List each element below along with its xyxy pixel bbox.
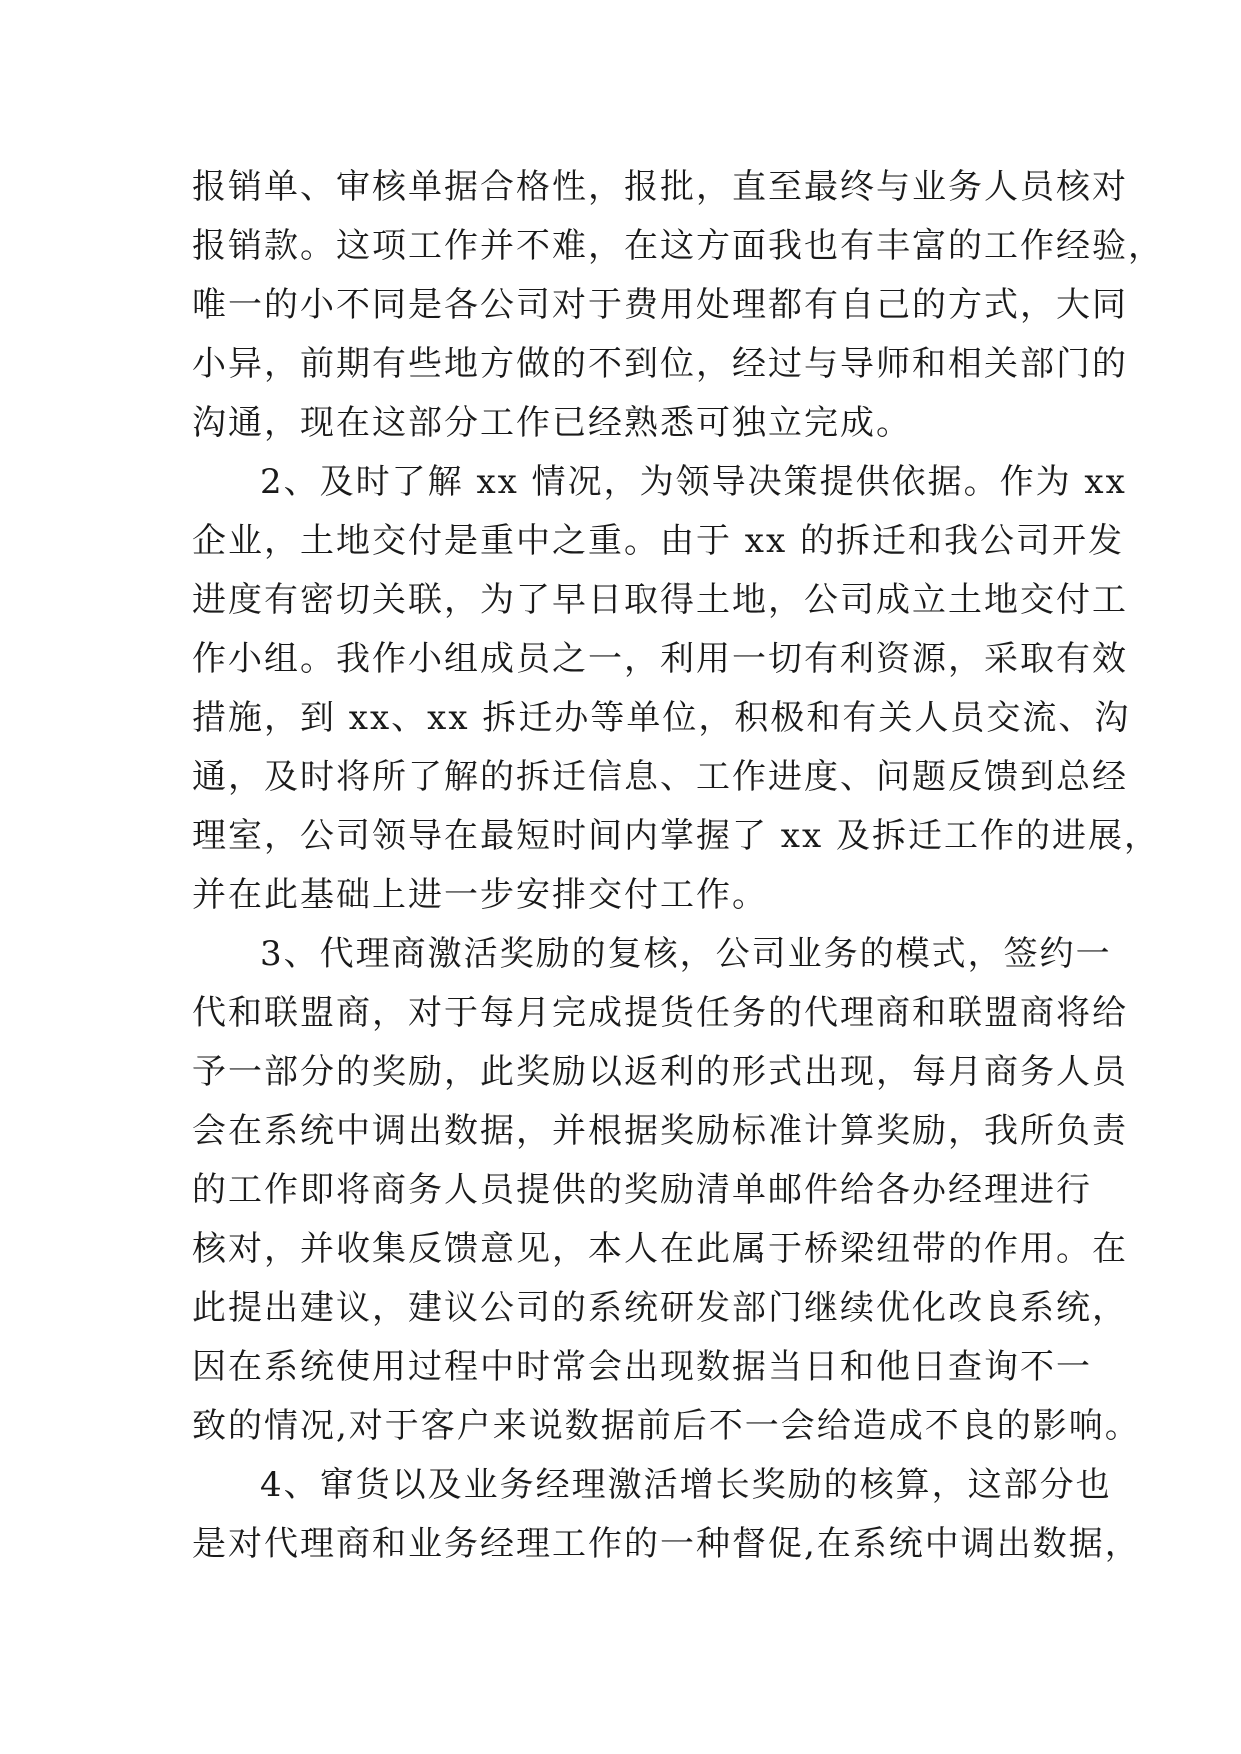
text-line: 此提出建议，建议公司的系统研发部门继续优化改良系统， xyxy=(192,1288,1128,1328)
text-line: 报销单、审核单据合格性，报批，直至最终与业务人员核对 xyxy=(192,167,1128,207)
text-line: 唯一的小不同是各公司对于费用处理都有自己的方式，大同 xyxy=(192,285,1128,325)
text-line: 因在系统使用过程中时常会出现数据当日和他日查询不一 xyxy=(192,1347,1092,1387)
text-line: 通，及时将所了解的拆迁信息、工作进度、问题反馈到总经 xyxy=(192,757,1128,797)
text-line: 沟通，现在这部分工作已经熟悉可独立完成。 xyxy=(192,403,912,443)
text-line: 作小组。我作小组成员之一，利用一切有利资源，采取有效 xyxy=(192,639,1128,679)
text-line: 小异，前期有些地方做的不到位，经过与导师和相关部门的 xyxy=(192,344,1128,384)
text-line: 核对，并收集反馈意见，本人在此属于桥梁纽带的作用。在 xyxy=(192,1229,1128,1269)
text-line: 予一部分的奖励，此奖励以返利的形式出现，每月商务人员 xyxy=(192,1052,1128,1092)
text-line: 措施，到 xx、xx 拆迁办等单位，积极和有关人员交流、沟 xyxy=(192,698,1131,738)
text-line: 会在系统中调出数据，并根据奖励标准计算奖励，我所负责 xyxy=(192,1111,1128,1151)
text-line: 致的情况,对于客户来说数据前后不一会给造成不良的影响。 xyxy=(192,1406,1141,1446)
text-line: 是对代理商和业务经理工作的一种督促,在系统中调出数据， xyxy=(192,1524,1141,1564)
text-line: 2、及时了解 xx 情况，为领导决策提供依据。作为 xx xyxy=(260,462,1127,502)
document-page xyxy=(192,158,1164,1574)
text-line: 代和联盟商，对于每月完成提货任务的代理商和联盟商将给 xyxy=(192,993,1128,1033)
text-line: 企业，土地交付是重中之重。由于 xx 的拆迁和我公司开发 xyxy=(192,521,1124,561)
text-line: 的工作即将商务人员提供的奖励清单邮件给各办经理进行 xyxy=(192,1170,1092,1210)
text-line: 并在此基础上进一步安排交付工作。 xyxy=(192,875,768,915)
text-line: 理室，公司领导在最短时间内掌握了 xx 及拆迁工作的进展， xyxy=(192,816,1160,856)
text-line: 3、代理商激活奖励的复核，公司业务的模式，签约一 xyxy=(260,934,1112,974)
text-line: 进度有密切关联，为了早日取得土地，公司成立土地交付工 xyxy=(192,580,1128,620)
text-line: 报销款。这项工作并不难，在这方面我也有丰富的工作经验， xyxy=(192,226,1164,266)
text-line: 4、窜货以及业务经理激活增长奖励的核算，这部分也 xyxy=(260,1465,1112,1505)
